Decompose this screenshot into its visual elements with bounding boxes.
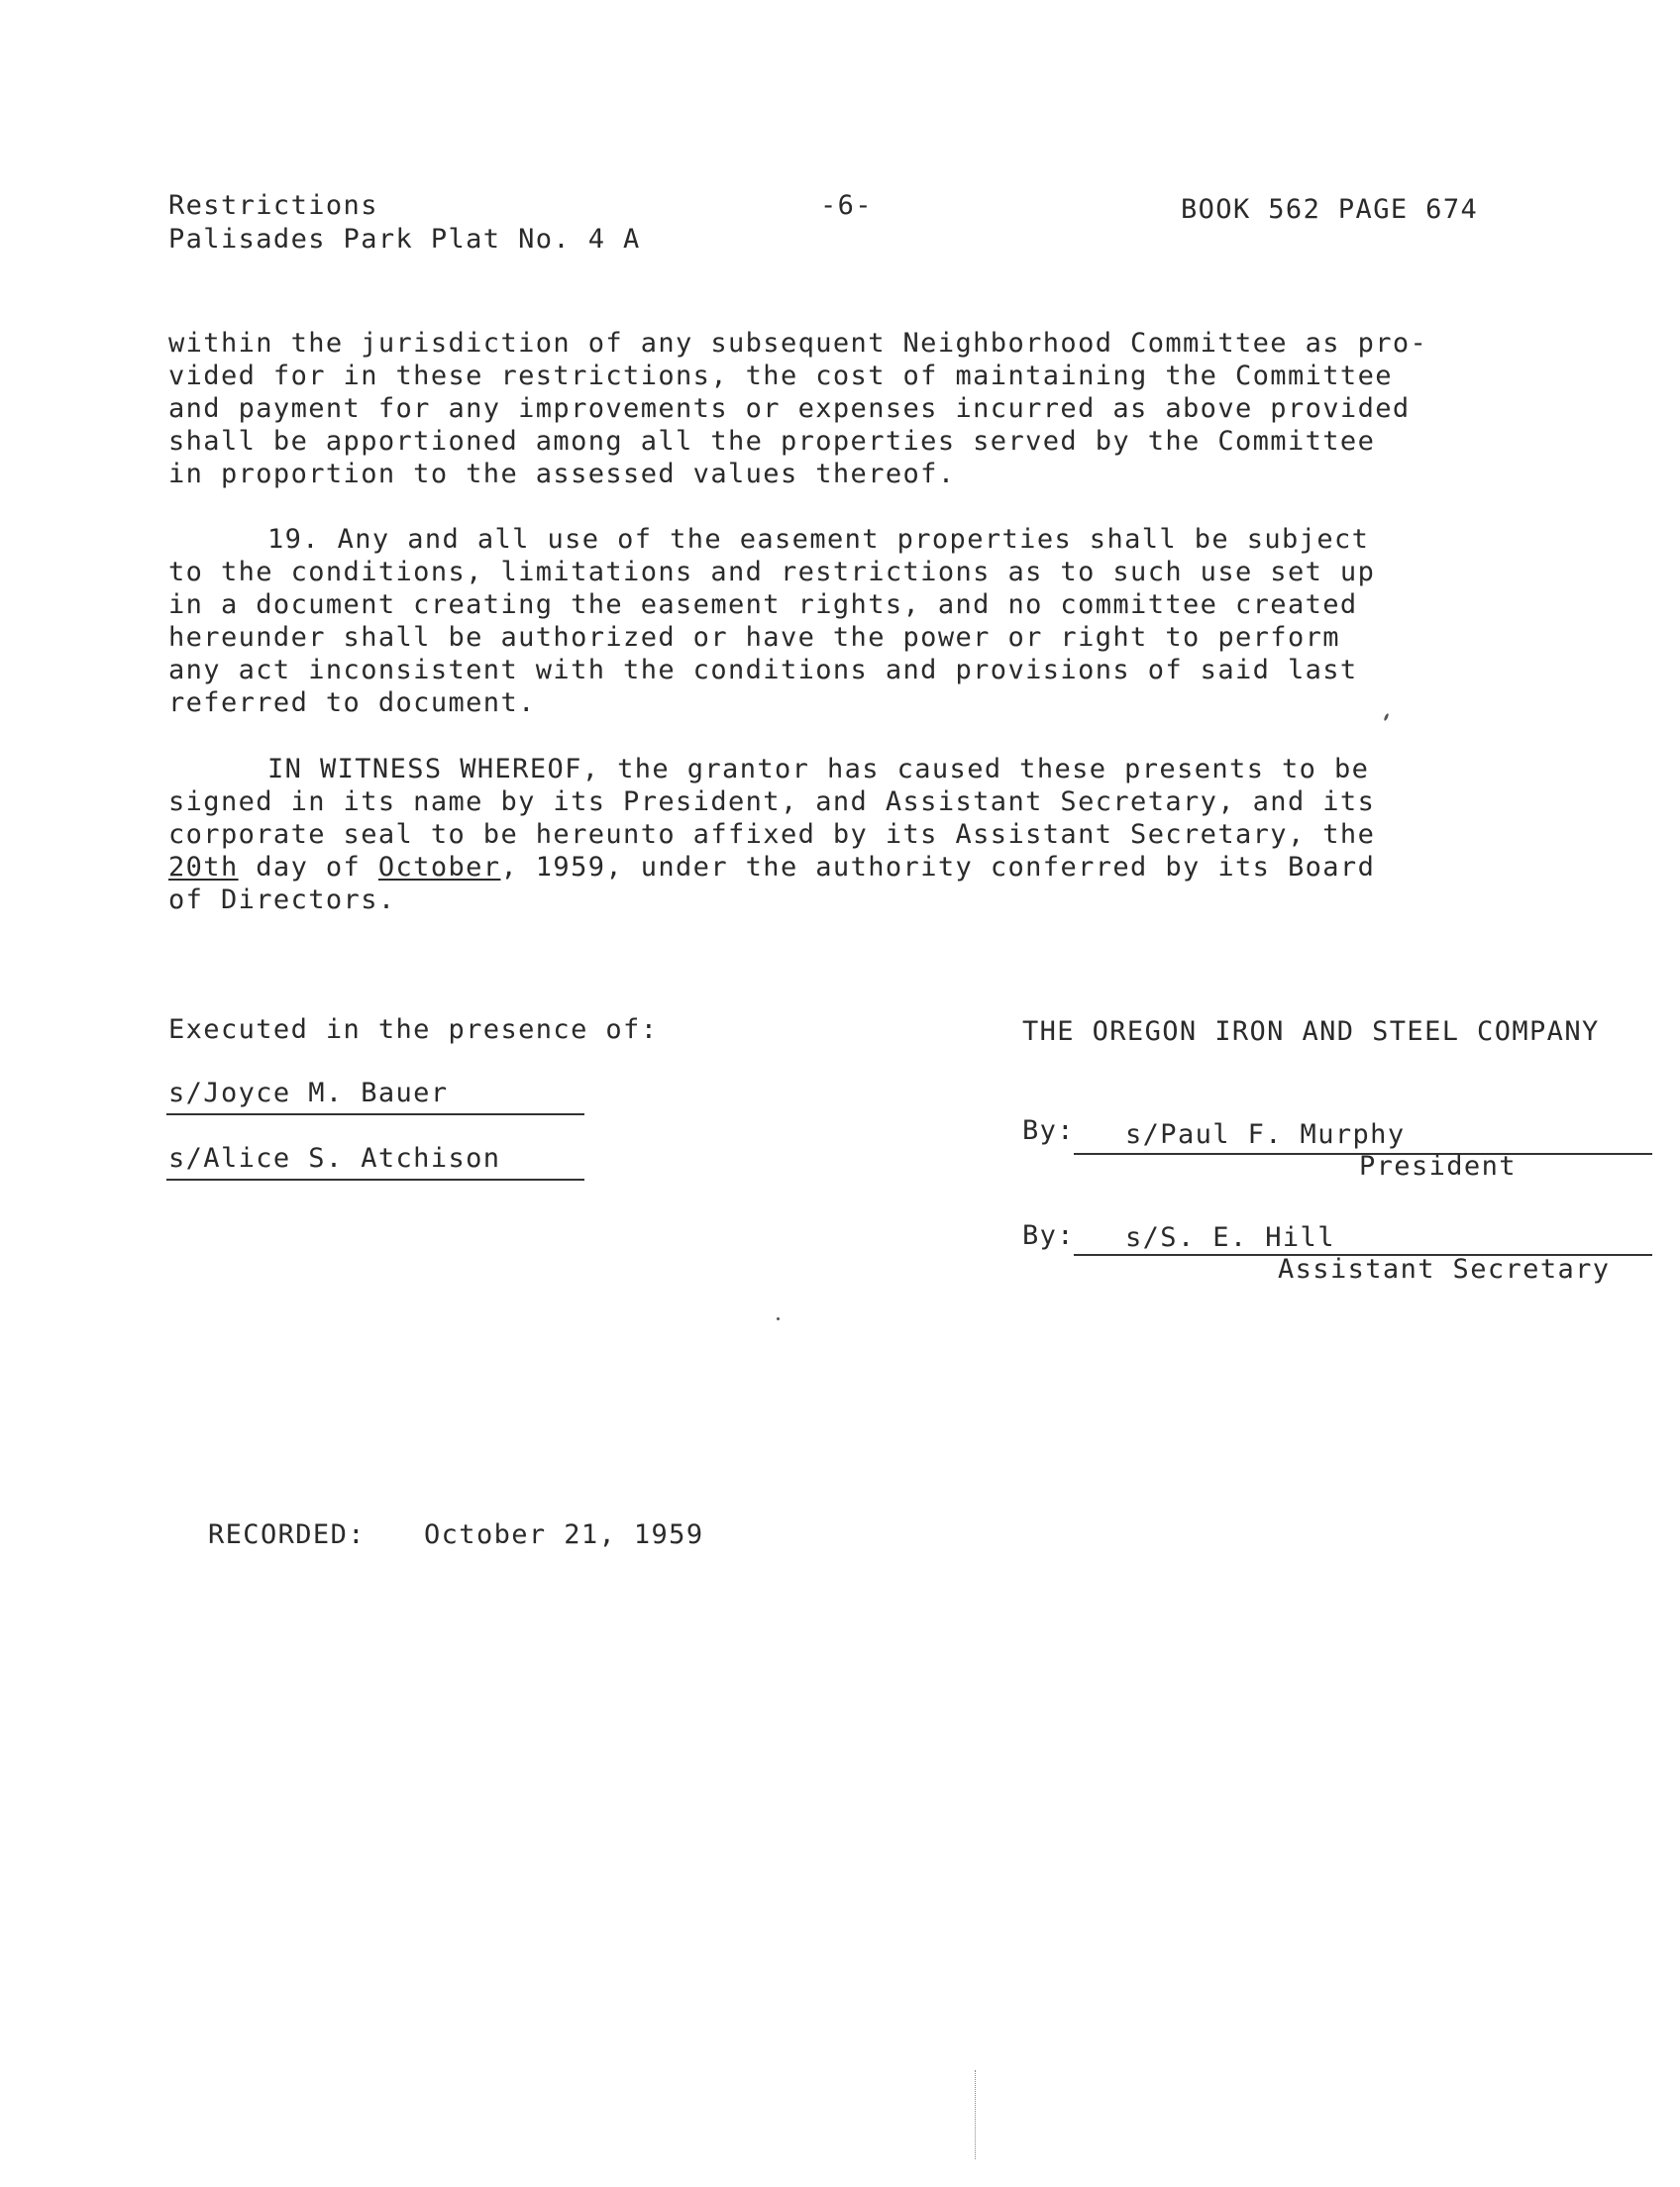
- text-line: and payment for any improvements or expenses incurred as above provided: [168, 393, 1411, 424]
- doc-title: Restrictions: [168, 190, 378, 221]
- text-line: shall be apportioned among all the properties served by the Committee: [168, 426, 1376, 457]
- text-line: signed in its name by its President, and Assistant Secretary, and its: [168, 786, 1376, 817]
- paragraph-continuation: [168, 327, 1427, 490]
- recorded-label: RECORDED:: [208, 1519, 366, 1550]
- company-name: THE OREGON IRON AND STEEL COMPANY: [1022, 1016, 1600, 1047]
- scan-speck: [777, 1317, 780, 1320]
- presence-label: Executed in the presence of:: [168, 1014, 659, 1045]
- by-label: By:: [1022, 1115, 1075, 1146]
- recorded-date: October 21, 1959: [424, 1519, 704, 1550]
- text-line: hereunder shall be authorized or have the power or right to perform: [168, 622, 1340, 653]
- scan-artifact-line: [975, 2070, 976, 2159]
- text-fragment: day of: [238, 852, 378, 883]
- text-line: 19. Any and all use of the easement properties shall be subject: [267, 524, 1370, 555]
- text-line: IN WITNESS WHEREOF, the grantor has caused these presents to be: [267, 754, 1370, 784]
- text-line: corporate seal to be hereunto affixed by its Assistant Secretary, the: [168, 819, 1376, 850]
- text-line: within the jurisdiction of any subsequent Neighborhood Committee as pro-: [168, 328, 1428, 359]
- text-line: to the conditions, limitations and restrictions as to such use set up: [168, 557, 1376, 587]
- text-fragment: , 1959, under the authority conferred by its Board: [500, 852, 1376, 883]
- text-line: of Directors.: [168, 885, 396, 915]
- text-line: vided for in these restrictions, the cost of maintaining the Committee: [168, 361, 1393, 391]
- text-line: [168, 851, 1375, 884]
- day-value: 20th: [168, 852, 239, 883]
- plat-name: Palisades Park Plat No. 4 A: [168, 224, 641, 255]
- text-line: in a document creating the easement rights, and no committee created: [168, 589, 1358, 620]
- by-label: By:: [1022, 1220, 1075, 1251]
- witness-signature-2: s/Alice S. Atchison: [168, 1143, 501, 1174]
- signer-1-title: President: [1359, 1151, 1517, 1182]
- scan-speck: [1383, 713, 1389, 722]
- text-line: referred to document.: [168, 687, 536, 718]
- witness-signature-1: s/Joyce M. Bauer: [168, 1078, 449, 1108]
- signer-2-signature: s/S. E. Hill: [1125, 1222, 1335, 1253]
- signer-2-title: Assistant Secretary: [1278, 1254, 1611, 1285]
- month-value: October: [377, 852, 501, 883]
- page-number: -6-: [820, 190, 873, 221]
- signature-line: [166, 1113, 584, 1115]
- text-line: in proportion to the assessed values thereof.: [168, 459, 956, 489]
- witness-paragraph: [168, 753, 1375, 916]
- paragraph-19: [168, 523, 1375, 719]
- signature-line: [166, 1179, 584, 1181]
- text-line: any act inconsistent with the conditions and provisions of said last: [168, 655, 1358, 685]
- book-page-reference: BOOK 562 PAGE 674: [1181, 194, 1479, 225]
- signer-1-signature: s/Paul F. Murphy: [1125, 1119, 1406, 1150]
